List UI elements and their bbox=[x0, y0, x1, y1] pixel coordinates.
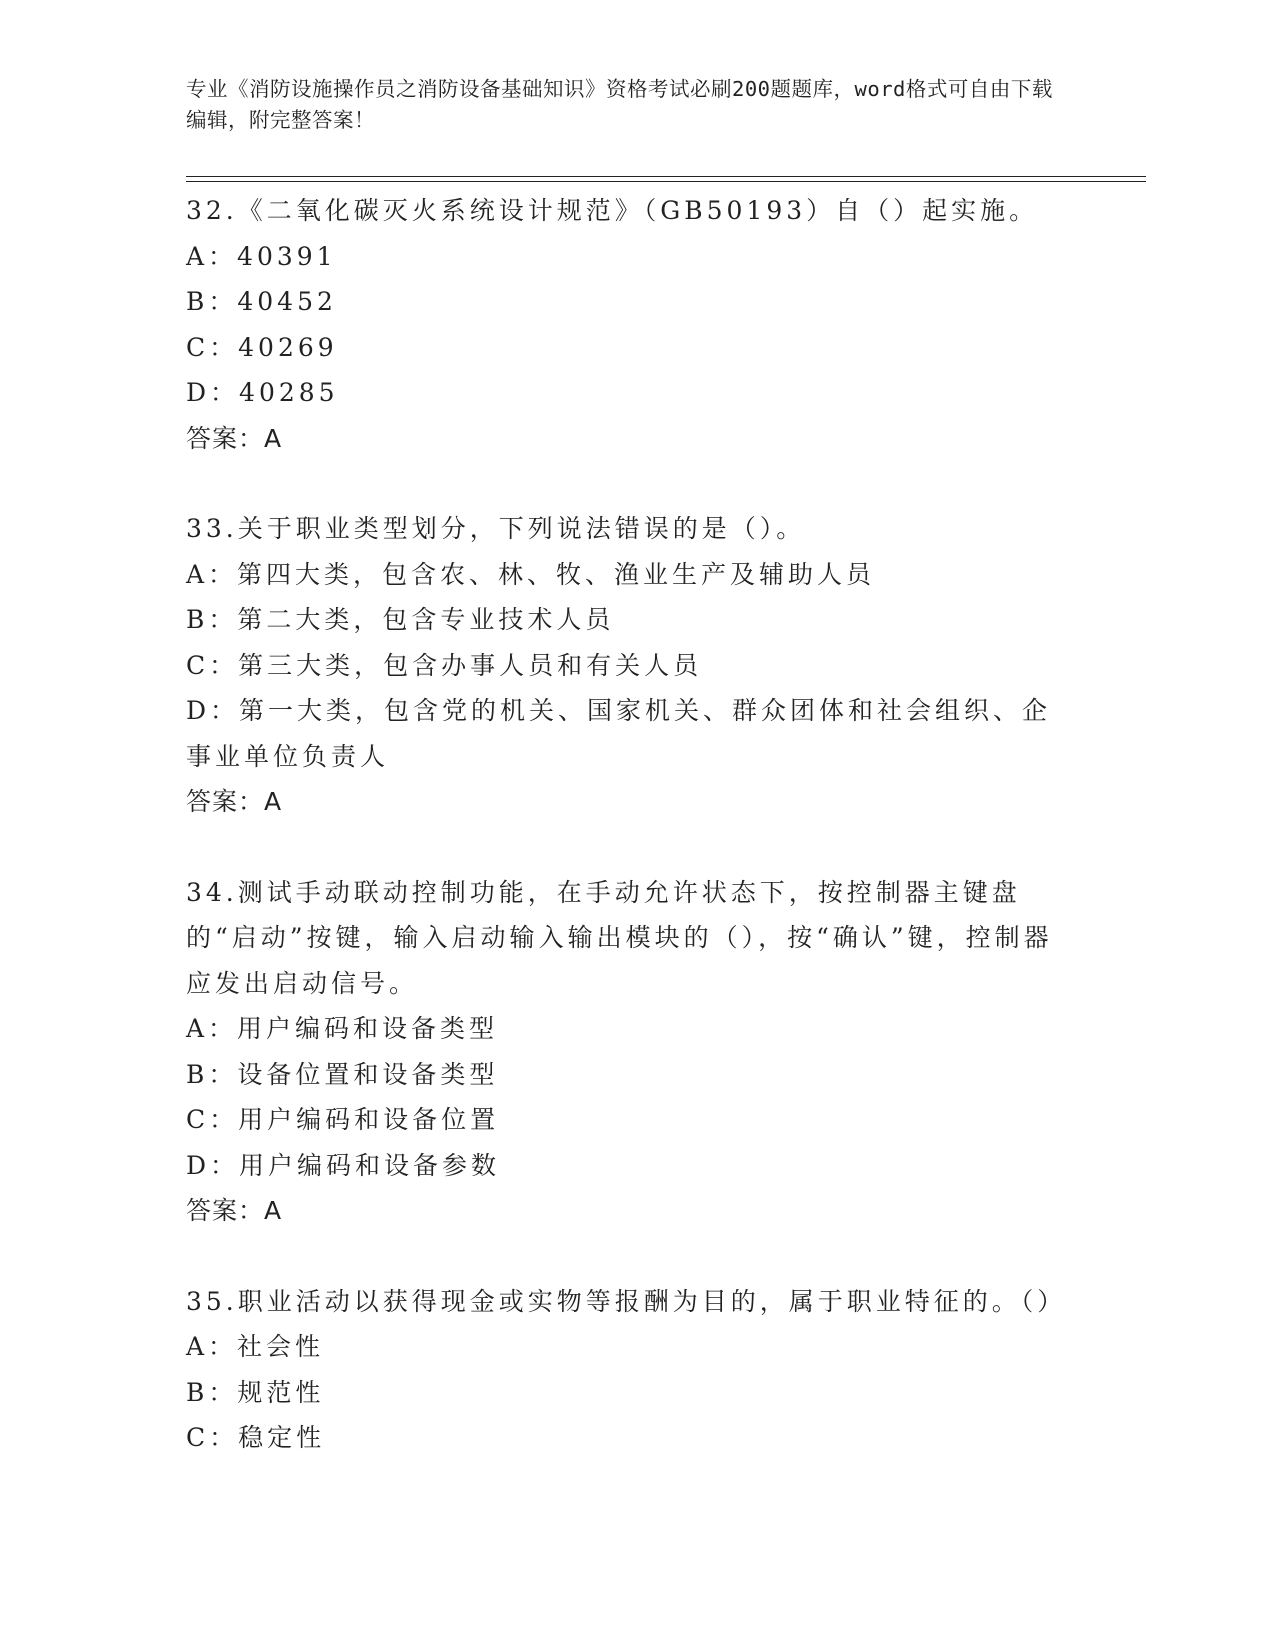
option-d: D：用户编码和设备参数 bbox=[186, 1150, 501, 1180]
document-header: 专业《消防设施操作员之消防设备基础知识》资格考试必刷200题题库，word格式可自由下载编辑，附完整答案！ bbox=[186, 77, 1053, 132]
answer-label: 答案： bbox=[186, 1196, 265, 1225]
option-c: C：40269 bbox=[186, 332, 338, 362]
header-divider bbox=[186, 176, 1146, 177]
answer-line bbox=[186, 416, 1066, 462]
option-b: B：第二大类，包含专业技术人员 bbox=[186, 605, 615, 634]
answer-value: A bbox=[264, 1196, 283, 1225]
question-stem: 34.测试手动联动控制功能，在手动允许状态下，按控制器主键盘的“启动”按键，输入启动输入输出模块的（），按“确认”键，控制器应发出启动信号。 bbox=[186, 877, 1053, 998]
option-a: A：用户编码和设备类型 bbox=[186, 1014, 499, 1043]
answer-label: 答案： bbox=[186, 787, 265, 816]
question-35 bbox=[186, 1279, 1066, 1461]
option-b: B：规范性 bbox=[186, 1377, 325, 1407]
option-a: A：社会性 bbox=[186, 1332, 325, 1361]
option-a: A：第四大类，包含农、林、牧、渔业生产及辅助人员 bbox=[186, 559, 876, 589]
question-stem: 33.关于职业类型划分，下列说法错误的是（）。 bbox=[186, 514, 806, 543]
answer-value: A bbox=[264, 423, 283, 453]
option-d: D：40285 bbox=[186, 378, 339, 407]
question-34 bbox=[186, 870, 1066, 1234]
option-c: C：第三大类，包含办事人员和有关人员 bbox=[186, 650, 703, 680]
option-c: C：稳定性 bbox=[186, 1423, 326, 1452]
question-stem: 32.《二氧化碳灭火系统设计规范》（GB50193）自（）起实施。 bbox=[186, 196, 1039, 225]
answer-line bbox=[186, 1188, 1066, 1234]
question-stem: 35.职业活动以获得现金或实物等报酬为目的，属于职业特征的。（） bbox=[186, 1286, 1067, 1316]
option-c: C：用户编码和设备位置 bbox=[186, 1105, 500, 1134]
option-b: B：设备位置和设备类型 bbox=[186, 1059, 499, 1089]
question-list bbox=[186, 188, 1066, 1506]
answer-label: 答案： bbox=[186, 423, 265, 453]
question-33 bbox=[186, 506, 1066, 825]
header-divider-secondary bbox=[186, 181, 1146, 182]
option-a: A：40391 bbox=[186, 241, 337, 271]
answer-value: A bbox=[264, 787, 283, 816]
option-d: D：第一大类，包含党的机关、国家机关、群众团体和社会组织、企事业单位负责人 bbox=[186, 696, 1052, 771]
answer-line bbox=[186, 779, 1066, 825]
option-b: B：40452 bbox=[186, 287, 337, 316]
question-32 bbox=[186, 188, 1066, 461]
